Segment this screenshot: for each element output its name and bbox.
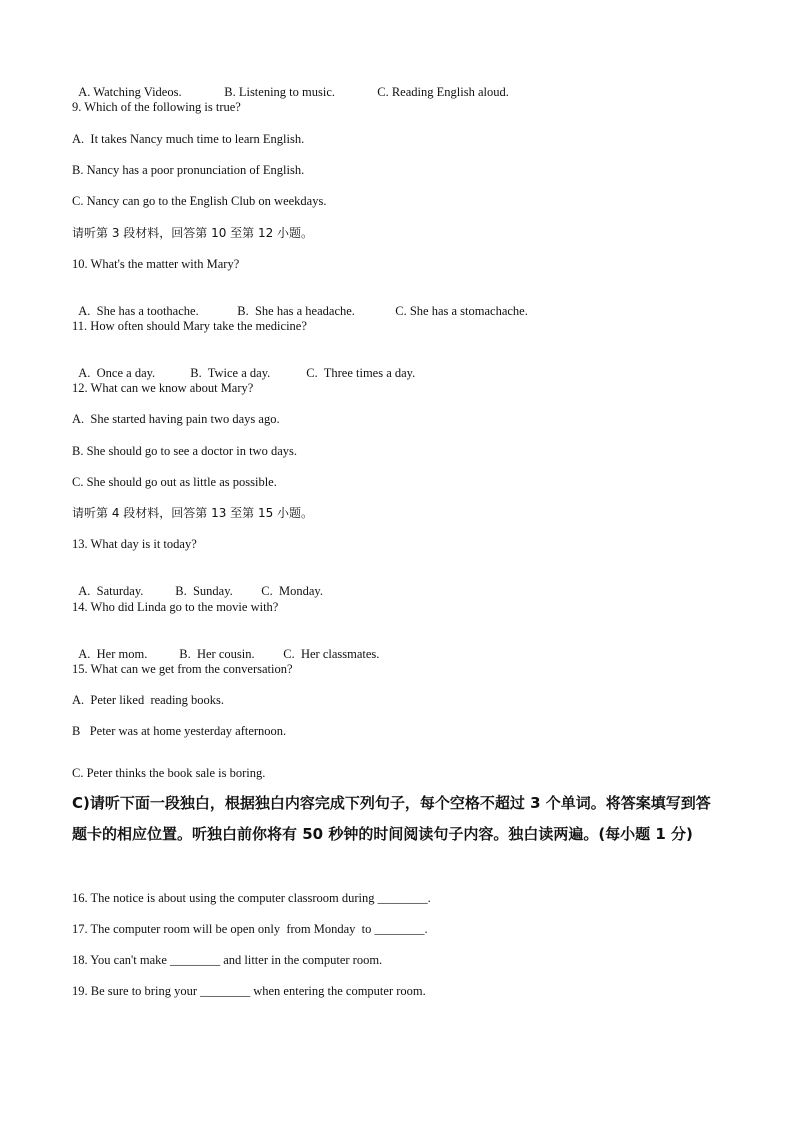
q10-option-c: C. She has a stomachache. — [395, 304, 528, 318]
q12-question: 12. What can we know about Mary? — [72, 381, 254, 395]
q10-options — [72, 287, 528, 319]
q13-option-b: B. Sunday. — [175, 584, 233, 598]
q8-option-b: B. Listening to music. — [224, 85, 336, 99]
q11-option-b: B. Twice a day. — [190, 366, 271, 380]
q10-question: 10. What's the matter with Mary? — [72, 257, 240, 271]
q14-option-b: B. Her cousin. — [179, 647, 255, 661]
q8-option-c: C. Reading English aloud. — [377, 85, 509, 99]
q13-option-c: C. Monday. — [261, 584, 323, 598]
q8-options — [72, 68, 509, 100]
q12-option-c: C. She should go out as little as possible. — [72, 475, 277, 489]
fill-in-19: 19. Be sure to bring your ________ when entering the computer room. — [72, 984, 426, 998]
q8-option-a: A. Watching Videos. — [78, 85, 182, 99]
q15-option-a: A. Peter liked reading books. — [72, 693, 225, 707]
q14-question: 14. Who did Linda go to the movie with? — [72, 600, 279, 614]
q12-option-a: A. She started having pain two days ago. — [72, 412, 280, 426]
q10-option-a: A. She has a toothache. — [78, 304, 199, 318]
section-c-heading: C)请听下面一段独白，根据独白内容完成下列句子，每个空格不超过 3 个单词。将答案填写到答题卡的相应位置。听独白前你将有 50 秒钟的时间阅读句子内容。独白读两遍。(每小题 1 分) — [72, 794, 711, 843]
q9-question: 9. Which of the following is true? — [72, 100, 241, 114]
q11-option-a: A. Once a day. — [78, 366, 156, 380]
q9-option-c: C. Nancy can go to the English Club on weekdays. — [72, 194, 327, 208]
q14-options — [72, 630, 379, 662]
q14-option-c: C. Her classmates. — [283, 647, 380, 661]
q15-option-b: B Peter was at home yesterday afternoon. — [72, 724, 287, 738]
q13-options — [72, 567, 323, 599]
q11-options — [72, 349, 415, 381]
passage4-instruction: 请听第 4 段材料，回答第 13 至第 15 小题。 — [72, 506, 314, 520]
fill-in-18: 18. You can't make ________ and litter in the computer room. — [72, 953, 383, 967]
q11-option-c: C. Three times a day. — [306, 366, 416, 380]
q9-option-b: B. Nancy has a poor pronunciation of English. — [72, 163, 305, 177]
q12-option-b: B. She should go to see a doctor in two days. — [72, 444, 297, 458]
q10-option-b: B. She has a headache. — [237, 304, 355, 318]
q9-option-a: A. It takes Nancy much time to learn English. — [72, 132, 305, 146]
q14-option-a: A. Her mom. — [78, 647, 148, 661]
q15-option-c: C. Peter thinks the book sale is boring. — [72, 766, 266, 780]
q11-question: 11. How often should Mary take the medicine? — [72, 319, 307, 333]
q13-option-a: A. Saturday. — [78, 584, 144, 598]
passage3-instruction: 请听第 3 段材料，回答第 10 至第 12 小题。 — [72, 226, 314, 240]
q13-question: 13. What day is it today? — [72, 537, 197, 551]
fill-in-16: 16. The notice is about using the computer classroom during ________. — [72, 891, 431, 905]
q15-question: 15. What can we get from the conversation? — [72, 662, 293, 676]
fill-in-17: 17. The computer room will be open only from Monday to ________. — [72, 922, 428, 936]
